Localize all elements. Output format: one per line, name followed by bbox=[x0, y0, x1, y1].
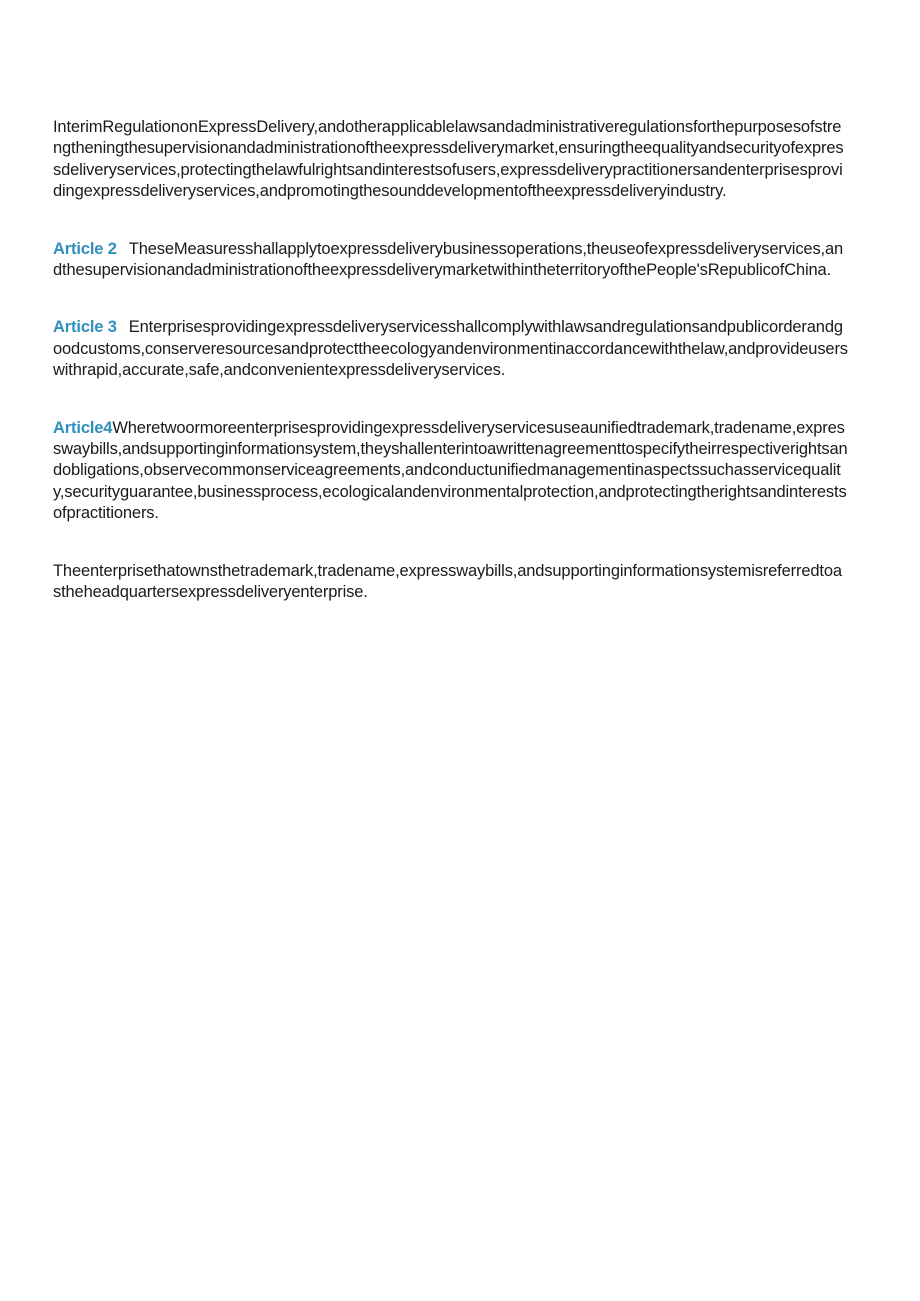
article-3-text: Enterprisesprovidingexpressdeliveryservicesshallcomplywithlawsandregulationsandpublicorderandgoodcustoms,conserveresourcesandprotecttheecologyandenvironmentinaccordancewiththelaw,andprovideuserswithrapid,accurate,safe,andconvenientexpressdeliveryservices. bbox=[53, 318, 848, 380]
article-4-label: Article4 bbox=[53, 418, 113, 437]
article-3-paragraph bbox=[53, 317, 848, 381]
document-page bbox=[53, 117, 848, 604]
intro-paragraph-text: InterimRegulationonExpressDelivery,andotherapplicablelawsandadministrativeregulationsforthepurposesofstrengtheningthesupervisionandadministrationoftheexpressdeliverymarket,ensuringtheequalityandsecurityofexpressdeliveryservices,protectingthelawfulrightsandinterestsofusers,expressdeliverypractitionersandenterprisesprovidingexpressdeliveryservices,andpromotingthesounddevelopmentoftheexpressdeliveryindustry. bbox=[53, 118, 844, 201]
article-4-paragraph bbox=[53, 418, 848, 525]
article-4-text: Wheretwoormoreenterprisesprovidingexpressdeliveryservicesuseaunifiedtrademark,tradename,expresswaybills,andsupportinginformationsystem,theyshallenterintoawrittenagreementtospecifytheirrespectiverightsandobligations,observecommonserviceagreements,andconductunifiedmanagementinaspectssuchasservicequality,securityguarantee,businessprocess,ecologicalandenvironmentalprotection,andprotectingtherightsandinterestsofpractitioners. bbox=[53, 418, 848, 523]
article-2-label: Article 2 bbox=[53, 239, 117, 258]
final-paragraph bbox=[53, 561, 848, 604]
final-paragraph-text: Theenterprisethatownsthetrademark,tradename,expresswaybills,andsupportinginformationsystemisreferredtoastheheadquartersexpressdeliveryenterprise. bbox=[53, 561, 842, 602]
intro-paragraph bbox=[53, 117, 848, 203]
article-2-text: TheseMeasuresshallapplytoexpressdeliverybusinessoperations,theuseofexpressdeliveryservices,andthesupervisionandadministrationoftheexpressdeliverymarketwithintheterritoryofthePeople'sRepublicofChina. bbox=[53, 239, 844, 280]
article-2-paragraph bbox=[53, 239, 848, 282]
article-3-label: Article 3 bbox=[53, 318, 117, 337]
